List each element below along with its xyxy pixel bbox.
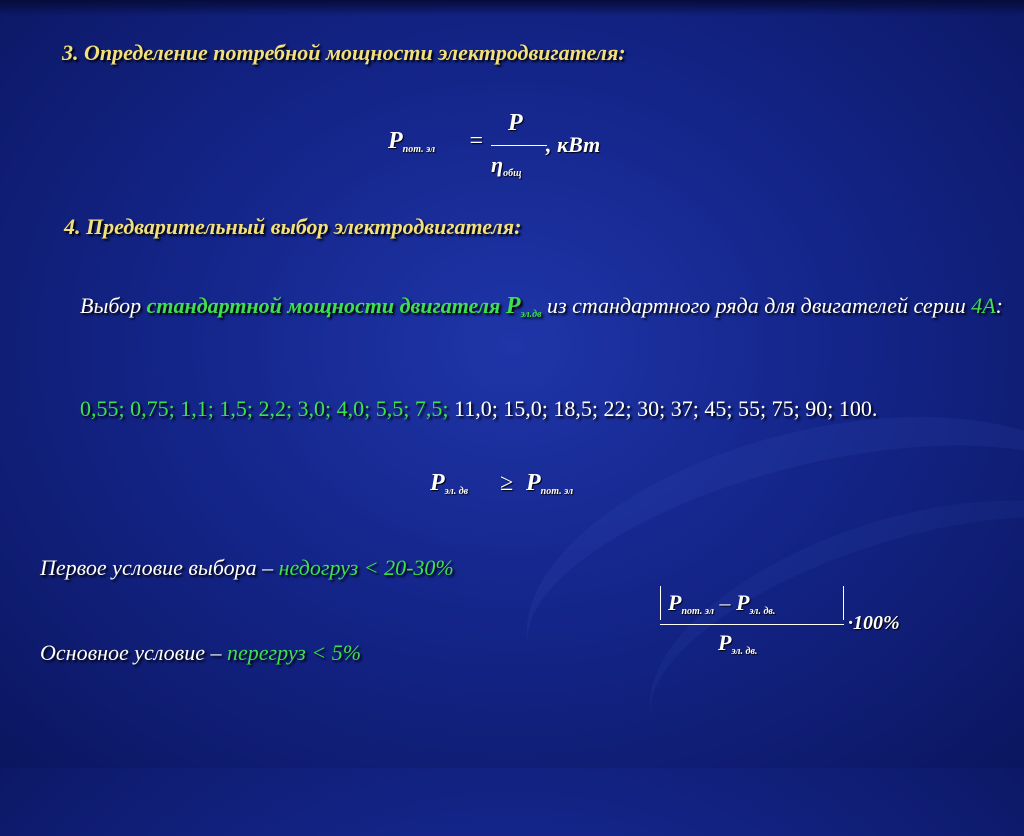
formula-required-power xyxy=(388,110,628,190)
formula3-den-sub: эл. дв. xyxy=(731,646,758,657)
selection-paragraph xyxy=(80,289,1020,332)
condition1-label: Первое условие выбора – xyxy=(40,555,279,580)
selection-standard-power: стандартной мощности двигателя xyxy=(146,293,506,318)
formula3-fraction-bar xyxy=(660,624,844,625)
formula1-denominator-sub: общ xyxy=(503,168,522,179)
condition2-value: перегруз < 5% xyxy=(227,640,362,665)
formula3-n1: P xyxy=(668,590,682,615)
formula1-equals: = xyxy=(468,128,485,154)
formula-power-condition xyxy=(430,470,630,510)
formula-load-deviation xyxy=(660,584,940,664)
power-series-green: 0,55; 0,75; 1,1; 1,5; 2,2; 3,0; 4,0; 5,5; 7,5; xyxy=(80,396,449,421)
top-band xyxy=(0,0,1024,16)
condition-overload xyxy=(40,640,361,666)
selection-text-1: Выбор xyxy=(80,293,147,318)
formula2-operator: ≥ xyxy=(500,470,514,496)
formula2-rhs-sub: пот. эл xyxy=(540,486,574,497)
power-series-list xyxy=(80,392,1020,426)
selection-power-sub: эл.дв xyxy=(520,309,542,320)
formula2-lhs: P xyxy=(430,470,445,496)
selection-text-4: : xyxy=(995,293,1003,318)
section-3-heading: 3. Определение потребной мощности электродвигателя: xyxy=(62,40,626,65)
formula1-lhs: P xyxy=(388,128,403,154)
condition1-value: недогруз < 20-30% xyxy=(278,555,454,580)
formula1-lhs-sub: пот. эл xyxy=(402,144,436,155)
formula1-unit: , кВт xyxy=(546,132,601,157)
condition-underload xyxy=(40,555,454,581)
formula3-den: P xyxy=(718,630,732,655)
power-series-white: 11,0; 15,0; 18,5; 22; 30; 37; 45; 55; 75; 90; 100. xyxy=(448,396,878,421)
formula3-n1-sub: пот. эл xyxy=(681,606,714,617)
abs-bar-right xyxy=(843,586,844,620)
section-4-heading: 4. Предварительный выбор электродвигателя: xyxy=(64,214,522,239)
formula3-n2-sub: эл. дв. xyxy=(749,606,776,617)
formula3-minus: – xyxy=(713,590,736,615)
condition2-label: Основное условие – xyxy=(40,640,227,665)
selection-series: 4А xyxy=(971,293,996,318)
formula3-n2: P xyxy=(735,590,750,615)
formula2-rhs: P xyxy=(526,470,541,496)
formula3-multiplier: ·100% xyxy=(848,612,900,634)
selection-text-3: из стандартного ряда для двигателей серии xyxy=(541,293,972,318)
formula2-lhs-sub: эл. дв xyxy=(444,486,469,497)
abs-bar-left xyxy=(660,586,661,620)
formula1-fraction-bar xyxy=(491,145,547,146)
formula1-denominator: η xyxy=(491,152,504,177)
formula1-numerator: P xyxy=(508,110,523,136)
selection-power-symbol: P xyxy=(505,293,521,319)
